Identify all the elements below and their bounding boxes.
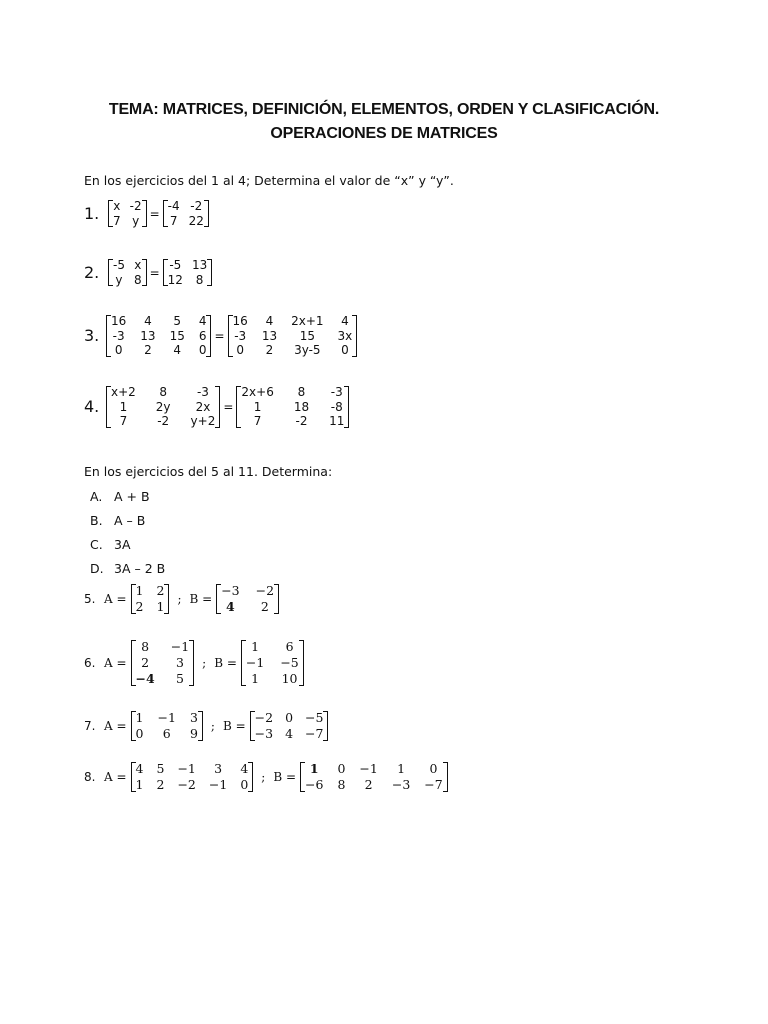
matrix-entry: 2 [364,777,373,792]
matrix-entry: 13 [140,328,156,343]
matrix-entry: -2 [295,414,308,428]
matrix-entry: 6 [285,639,294,654]
matrix-left [108,199,147,228]
matrix-entry: 5 [156,761,165,776]
matrix-entry: −5 [305,710,324,725]
matrix-entry: 8 [297,385,306,399]
matrix-entry: 3 [189,710,198,725]
matrix-b-label: B = [222,719,246,733]
matrix-entry: 6 [198,328,207,343]
exercise-4 [84,385,349,429]
matrix-entry: 1 [135,710,144,725]
matrix-entry: 1 [135,777,144,792]
op-b: B. A – B [90,513,146,528]
matrix-entry: −1 [245,655,265,670]
separator: ; [261,770,266,784]
matrix-entry: 11 [329,414,345,428]
matrix-entry: 12 [167,272,183,287]
matrix-entry: 2 [135,599,144,614]
matrix-right [163,199,209,228]
matrix-entry: -2 [190,199,203,213]
matrix-entry: 1 [309,761,319,776]
matrix-entry: x [134,258,142,272]
title-line-2: OPERACIONES DE MATRICES [270,125,498,142]
matrix-entry: 5 [175,671,184,686]
matrix-entry: 2x [195,399,211,414]
matrix-entry: 0 [135,726,144,741]
equals-sign: = [214,328,225,343]
matrix-entry: -2 [129,199,142,213]
matrix-entry: 2 [156,777,165,792]
matrix-entry: 2x+1 [291,314,324,328]
matrix-entry: -5 [113,258,125,272]
matrix-entry: 5 [173,314,182,328]
matrix-entry: 0 [337,761,346,776]
separator: ; [177,592,182,606]
matrix-entry: -3 [330,385,343,399]
matrix-entry: 1 [397,761,406,776]
matrix-entry: -3 [112,328,125,343]
matrix-entry: 8 [141,639,150,654]
matrix-entry: 3y-5 [294,343,321,357]
matrix-entry: 4 [240,761,249,776]
matrix-entry: y [132,213,140,228]
matrix-entry: 2 [141,655,150,670]
matrix-entry: 1 [135,583,144,598]
matrix-entry: 0 [429,761,438,776]
matrix-entry: 0 [285,710,294,725]
matrix-entry: 7 [253,414,262,428]
matrix-entry: −3 [221,583,240,598]
matrix-a-label: A = [104,656,127,670]
exercise-1 [84,199,209,228]
matrix-entry: 8 [133,272,142,287]
matrix-entry: 16 [111,314,127,328]
matrix-entry: 13 [191,258,208,272]
matrix-entry: 4 [341,314,349,328]
matrix-entry: 8 [159,385,167,399]
matrix-entry: 3 [214,761,223,776]
matrix-entry: 2 [156,583,165,598]
section2-intro: En los ejercicios del 5 al 11. Determina: [84,464,333,479]
matrix-entry: 0 [114,343,123,357]
matrix-entry: y+2 [190,414,216,428]
matrix-entry: −2 [255,583,275,598]
matrix-entry: 3 [175,655,184,670]
op-c: C. 3A [90,537,131,552]
matrix-entry: −3 [254,726,274,741]
matrix-entry: 4 [265,314,274,328]
exercise-number: 5. [84,592,96,606]
matrix-entry: 16 [232,314,248,328]
matrix-entry: 0 [236,343,244,357]
matrix-entry: 1 [253,399,262,414]
matrix-entry: −2 [177,777,196,792]
equals-sign: = [149,265,160,280]
matrix-b [216,583,279,615]
matrix-entry: -3 [196,385,209,399]
matrix-entry: 8 [195,272,204,287]
matrix-entry: 4 [198,314,207,328]
matrix-entry: −1 [208,777,228,792]
exercise-5 [84,583,279,615]
matrix-right [228,314,358,358]
matrix-a [131,761,254,793]
matrix-b-label: B = [273,770,297,784]
matrix-entry: 4 [226,599,235,614]
matrix-entry: 2y [155,399,171,414]
matrix-entry: −1 [359,761,378,776]
matrix-a [131,639,195,687]
matrix-right [236,385,349,429]
matrix-entry: −1 [157,710,176,725]
separator: ; [202,656,207,670]
exercise-number: 7. [84,719,96,733]
matrix-b-label: B = [214,656,237,670]
exercise-8 [84,761,448,793]
matrix-b-label: B = [189,592,213,606]
matrix-a-label: A = [104,719,127,733]
matrix-entry: 1 [119,399,128,414]
matrix-b [250,710,329,742]
exercise-2 [84,258,212,287]
exercise-number: 4. [84,397,100,417]
matrix-entry: -3 [234,328,247,343]
matrix-entry: 3x [337,328,353,343]
equals-sign: = [223,399,234,414]
matrix-a [131,710,203,742]
matrix-a [131,583,170,615]
matrix-entry: 0 [240,777,249,792]
exercise-number: 2. [84,263,100,282]
matrix-entry: 4 [173,343,182,357]
matrix-entry: 2x+6 [241,385,274,399]
matrix-entry: x+2 [111,385,136,399]
matrix-entry: -2 [157,414,170,428]
exercise-number: 6. [84,656,96,670]
matrix-b [241,639,304,687]
matrix-entry: 4 [144,314,152,328]
matrix-entry: 15 [169,328,185,343]
matrix-entry: −4 [135,671,155,686]
matrix-entry: 2 [265,343,274,357]
exercise-number: 8. [84,770,96,784]
matrix-entry: −1 [170,639,190,654]
matrix-left [108,258,147,287]
section1-intro: En los ejercicios del 1 al 4; Determina el valor de “x” y “y”. [84,173,454,188]
matrix-entry: 1 [251,639,260,654]
op-d: D. 3A – 2 B [90,561,166,576]
matrix-a-label: A = [104,592,127,606]
matrix-entry: -4 [167,199,180,213]
exercise-7 [84,710,328,742]
matrix-entry: x [113,199,121,213]
matrix-entry: 2 [144,343,152,357]
matrix-a-label: A = [104,770,127,784]
matrix-entry: −2 [254,710,274,725]
matrix-entry: y [115,272,123,287]
matrix-entry: 10 [281,671,298,686]
matrix-entry: −7 [424,777,443,792]
matrix-entry: 7 [119,414,128,428]
matrix-left [106,314,211,358]
matrix-entry: 8 [337,777,346,792]
matrix-entry: -5 [169,258,182,272]
exercise-3 [84,314,357,358]
op-a: A. A + B [90,489,150,504]
matrix-entry: 0 [341,343,349,357]
separator: ; [210,719,215,733]
matrix-entry: −6 [305,777,324,792]
matrix-entry: 18 [293,399,310,414]
exercise-number: 3. [84,326,100,346]
matrix-entry: 13 [261,328,278,343]
matrix-entry: 1 [156,599,165,614]
title-line-1: TEMA: MATRICES, DEFINICIÓN, ELEMENTOS, ORDEN Y CLASIFICACIÓN. [108,101,660,118]
matrix-entry: 7 [169,213,178,228]
matrix-entry: 4 [135,761,144,776]
matrix-entry: −3 [391,777,411,792]
matrix-entry: 1 [251,671,260,686]
matrix-entry: 0 [198,343,207,357]
matrix-left [106,385,220,429]
matrix-entry: 15 [299,328,315,343]
equals-sign: = [149,206,160,221]
matrix-b [300,761,448,793]
matrix-entry: 7 [113,213,121,228]
matrix-entry: 6 [162,726,171,741]
matrix-entry: 2 [260,599,269,614]
matrix-entry: −1 [177,761,196,776]
matrix-entry: 9 [189,726,198,741]
exercise-number: 1. [84,204,100,223]
matrix-entry: 22 [188,213,204,228]
matrix-entry: −7 [305,726,324,741]
matrix-entry: -8 [330,399,343,414]
matrix-entry: 4 [285,726,294,741]
exercise-6 [84,639,304,687]
matrix-entry: −5 [280,655,299,670]
matrix-right [163,258,213,287]
